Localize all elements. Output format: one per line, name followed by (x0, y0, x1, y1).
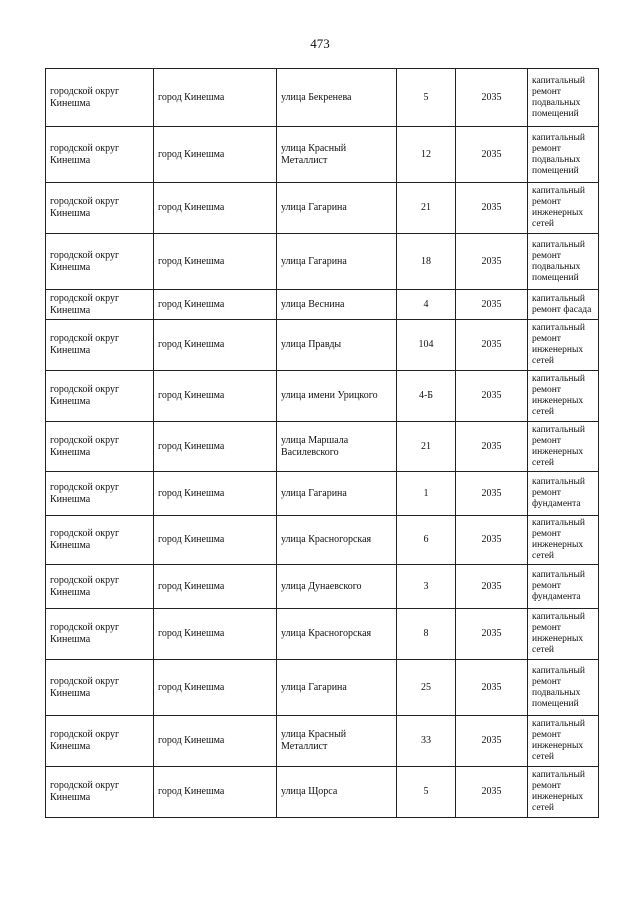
house-number-cell (397, 565, 456, 609)
year-cell (456, 371, 528, 422)
work-type-cell (528, 290, 599, 320)
table-row (46, 516, 599, 565)
district-cell (46, 320, 154, 371)
street-cell (277, 609, 397, 660)
settlement-cell-text: город Кинешма (158, 339, 225, 350)
settlement-cell (154, 127, 277, 183)
table-row (46, 290, 599, 320)
settlement-cell (154, 609, 277, 660)
house-number-cell-text: 6 (423, 534, 429, 545)
house-number-cell (397, 472, 456, 516)
table-row (46, 320, 599, 371)
street-cell (277, 716, 397, 767)
settlement-cell (154, 516, 277, 565)
house-number-cell-text: 21 (421, 440, 431, 452)
work-type-cell (528, 516, 599, 565)
house-number-cell (397, 609, 456, 660)
work-type-cell-text: капитальный ремонт инженерных сетей (532, 186, 585, 229)
work-type-cell-text: капитальный ремонт подвальных помещений (532, 75, 585, 119)
street-cell (277, 183, 397, 234)
settlement-cell (154, 422, 277, 472)
settlement-cell (154, 234, 277, 290)
street-cell (277, 660, 397, 716)
settlement-cell-text: город Кинешма (158, 255, 225, 267)
district-cell (46, 183, 154, 234)
house-number-cell (397, 290, 456, 320)
settlement-cell-text: город Кинешма (158, 735, 225, 746)
table-row (46, 565, 599, 609)
settlement-cell-text: город Кинешма (158, 534, 225, 545)
district-cell (46, 767, 154, 818)
settlement-cell-text: город Кинешма (158, 91, 225, 103)
settlement-cell-text: город Кинешма (158, 298, 225, 310)
table-row (46, 767, 599, 818)
district-cell (46, 565, 154, 609)
house-number-cell-text: 33 (421, 735, 431, 746)
work-type-cell (528, 565, 599, 609)
table-row (46, 422, 599, 472)
table-row (46, 609, 599, 660)
street-cell (277, 516, 397, 565)
settlement-cell-text: город Кинешма (158, 580, 225, 592)
table-row (46, 660, 599, 716)
work-type-cell-text: капитальный ремонт инженерных сетей (532, 719, 585, 762)
work-type-cell-text: капитальный ремонт подвальных помещений (532, 132, 585, 176)
work-type-cell-text: капитальный ремонт фундамента (532, 570, 585, 602)
year-cell (456, 516, 528, 565)
year-cell-text: 2035 (481, 339, 502, 350)
year-cell-text: 2035 (481, 440, 502, 452)
district-cell (46, 371, 154, 422)
street-cell (277, 234, 397, 290)
year-cell-text: 2035 (481, 255, 502, 267)
house-number-cell-text: 104 (418, 339, 434, 350)
table-row (46, 371, 599, 422)
table-row (46, 472, 599, 516)
table-row (46, 183, 599, 234)
house-number-cell-text: 8 (423, 628, 429, 639)
district-cell (46, 290, 154, 320)
repair-schedule-table (45, 68, 599, 818)
street-cell-text: улица Правды (281, 339, 342, 350)
district-cell-text: городской округ Кинешма (50, 622, 120, 645)
street-cell-text: улица Маршала Василевского (281, 434, 349, 458)
district-cell-text: городской округ Кинешма (50, 574, 120, 598)
year-cell-text: 2035 (481, 298, 502, 310)
settlement-cell (154, 660, 277, 716)
year-cell-text: 2035 (481, 735, 502, 746)
table-body (46, 69, 599, 818)
house-number-cell (397, 716, 456, 767)
work-type-cell-text: капитальный ремонт фундамента (532, 477, 585, 509)
settlement-cell (154, 320, 277, 371)
district-cell (46, 516, 154, 565)
settlement-cell (154, 472, 277, 516)
street-cell-text: улица Гагарина (281, 202, 347, 213)
district-cell-text: городской округ Кинешма (50, 780, 120, 803)
house-number-cell-text: 5 (423, 91, 429, 103)
street-cell-text: улица Гагарина (281, 681, 347, 693)
house-number-cell (397, 183, 456, 234)
work-type-cell (528, 609, 599, 660)
work-type-cell (528, 69, 599, 127)
district-cell (46, 609, 154, 660)
district-cell-text: городской округ Кинешма (50, 528, 120, 551)
year-cell (456, 320, 528, 371)
district-cell-text: городской округ Кинешма (50, 249, 120, 273)
street-cell-text: улица Гагарина (281, 255, 347, 267)
year-cell (456, 472, 528, 516)
district-cell (46, 660, 154, 716)
street-cell-text: улица Красногорская (281, 534, 372, 545)
year-cell-text: 2035 (481, 786, 502, 797)
district-cell-text: городской округ Кинешма (50, 85, 120, 109)
settlement-cell-text: город Кинешма (158, 786, 225, 797)
house-number-cell (397, 320, 456, 371)
page-number: 473 (310, 36, 330, 51)
street-cell-text: улица Дунаевского (281, 580, 362, 592)
work-type-cell (528, 660, 599, 716)
year-cell (456, 290, 528, 320)
district-cell-text: городской округ Кинешма (50, 292, 120, 316)
table-row (46, 69, 599, 127)
year-cell (456, 69, 528, 127)
street-cell-text: улица Красный Металлист (281, 142, 347, 166)
street-cell-text: улица Гагарина (281, 487, 347, 499)
district-cell-text: городской округ Кинешма (50, 675, 120, 699)
district-cell-text: городской округ Кинешма (50, 333, 120, 356)
settlement-cell-text: город Кинешма (158, 148, 225, 160)
work-type-cell (528, 371, 599, 422)
street-cell (277, 371, 397, 422)
street-cell (277, 290, 397, 320)
work-type-cell (528, 320, 599, 371)
street-cell-text: улица Щорса (281, 786, 338, 797)
street-cell-text: улица имени Урицкого (281, 390, 378, 401)
work-type-cell-text: капитальный ремонт инженерных сетей (532, 424, 585, 468)
year-cell (456, 565, 528, 609)
district-cell (46, 716, 154, 767)
house-number-cell-text: 21 (421, 202, 431, 213)
year-cell-text: 2035 (481, 681, 502, 693)
district-cell-text: городской округ Кинешма (50, 196, 120, 219)
work-type-cell (528, 472, 599, 516)
house-number-cell (397, 516, 456, 565)
house-number-cell-text: 5 (423, 786, 429, 797)
house-number-cell-text: 25 (421, 681, 431, 693)
district-cell (46, 127, 154, 183)
house-number-cell-text: 4-Б (418, 390, 434, 401)
year-cell-text: 2035 (481, 628, 502, 639)
settlement-cell-text: город Кинешма (158, 681, 225, 693)
year-cell (456, 609, 528, 660)
year-cell-text: 2035 (481, 487, 502, 499)
settlement-cell-text: город Кинешма (158, 440, 225, 452)
house-number-cell (397, 767, 456, 818)
work-type-cell (528, 767, 599, 818)
street-cell (277, 320, 397, 371)
street-cell-text: улица Бекренева (281, 91, 352, 103)
year-cell-text: 2035 (481, 580, 502, 592)
year-cell-text: 2035 (481, 202, 502, 213)
year-cell-text: 2035 (481, 390, 502, 401)
year-cell (456, 422, 528, 472)
house-number-cell (397, 234, 456, 290)
street-cell (277, 127, 397, 183)
district-cell-text: городской округ Кинешма (50, 434, 120, 458)
work-type-cell-text: капитальный ремонт инженерных сетей (532, 770, 585, 813)
street-cell (277, 422, 397, 472)
year-cell-text: 2035 (481, 148, 502, 160)
work-type-cell-text: капитальный ремонт подвальных помещений (532, 239, 585, 283)
district-cell (46, 69, 154, 127)
table-row (46, 716, 599, 767)
settlement-cell (154, 290, 277, 320)
street-cell-text: улица Красный Металлист (281, 729, 347, 752)
work-type-cell-text: капитальный ремонт инженерных сетей (532, 518, 585, 561)
district-cell (46, 472, 154, 516)
district-cell (46, 422, 154, 472)
settlement-cell (154, 767, 277, 818)
year-cell (456, 660, 528, 716)
street-cell (277, 69, 397, 127)
work-type-cell (528, 127, 599, 183)
work-type-cell (528, 183, 599, 234)
work-type-cell-text: капитальный ремонт фасада (532, 293, 592, 315)
street-cell-text: улица Веснина (281, 298, 345, 310)
settlement-cell-text: город Кинешма (158, 487, 225, 499)
year-cell (456, 234, 528, 290)
settlement-cell (154, 565, 277, 609)
work-type-cell-text: капитальный ремонт инженерных сетей (532, 612, 585, 655)
house-number-cell (397, 371, 456, 422)
year-cell (456, 127, 528, 183)
house-number-cell-text: 18 (421, 255, 431, 267)
settlement-cell (154, 716, 277, 767)
street-cell (277, 767, 397, 818)
house-number-cell-text: 3 (423, 580, 429, 592)
year-cell (456, 767, 528, 818)
table-row (46, 234, 599, 290)
year-cell (456, 716, 528, 767)
house-number-cell (397, 127, 456, 183)
district-cell-text: городской округ Кинешма (50, 384, 120, 407)
settlement-cell-text: город Кинешма (158, 202, 225, 213)
work-type-cell (528, 422, 599, 472)
house-number-cell-text: 4 (423, 298, 429, 310)
work-type-cell-text: капитальный ремонт подвальных помещений (532, 665, 585, 709)
street-cell (277, 472, 397, 516)
district-cell-text: городской округ Кинешма (50, 729, 120, 752)
year-cell-text: 2035 (481, 534, 502, 545)
settlement-cell (154, 183, 277, 234)
district-cell-text: городской округ Кинешма (50, 481, 120, 505)
house-number-cell (397, 660, 456, 716)
street-cell (277, 565, 397, 609)
work-type-cell (528, 716, 599, 767)
settlement-cell-text: город Кинешма (158, 390, 225, 401)
work-type-cell-text: капитальный ремонт инженерных сетей (532, 323, 585, 366)
year-cell (456, 183, 528, 234)
street-cell-text: улица Красногорская (281, 628, 372, 639)
district-cell (46, 234, 154, 290)
settlement-cell (154, 371, 277, 422)
work-type-cell-text: капитальный ремонт инженерных сетей (532, 374, 585, 417)
table-row (46, 127, 599, 183)
settlement-cell-text: город Кинешма (158, 628, 225, 639)
settlement-cell (154, 69, 277, 127)
house-number-cell-text: 12 (421, 148, 431, 160)
district-cell-text: городской округ Кинешма (50, 142, 120, 166)
house-number-cell-text: 1 (423, 487, 429, 499)
work-type-cell (528, 234, 599, 290)
year-cell-text: 2035 (481, 91, 502, 103)
house-number-cell (397, 422, 456, 472)
house-number-cell (397, 69, 456, 127)
